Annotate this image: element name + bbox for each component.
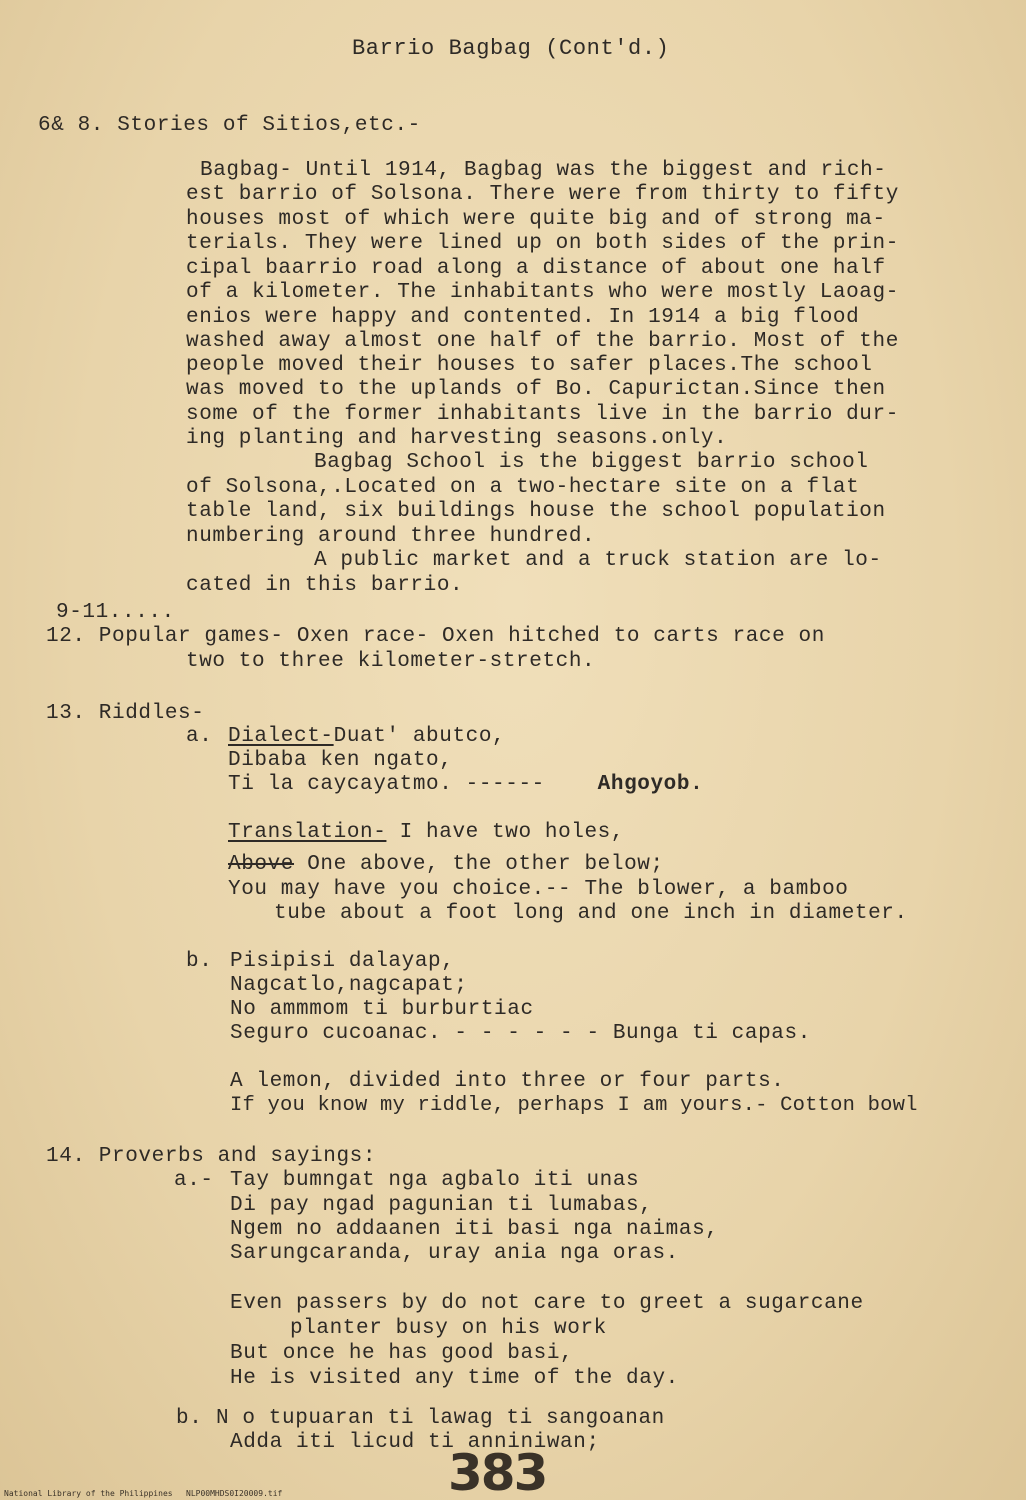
translation-line1: I have two holes, — [386, 821, 625, 844]
proverb-a-line: Di pay ngad pagunian ti lumabas, — [230, 1194, 653, 1217]
riddle-b-line: Pisipisi dalayap, — [230, 950, 455, 973]
translation-line4: tube about a foot long and one inch in diameter. — [274, 902, 908, 925]
body-line: A public market and a truck station are lo- — [314, 549, 882, 572]
riddle-a-line3: Ti la caycayatmo. ------ — [228, 773, 545, 796]
dialect-label: Dialect- — [228, 725, 334, 748]
body-line: of Solsona,.Located on a two-hectare site on a flat — [186, 476, 860, 499]
body-line: table land, six buildings house the school population — [186, 500, 886, 523]
body-line: houses most of which were quite big and of strong ma- — [186, 208, 886, 231]
proverb-a-translation: But once he has good basi, — [230, 1342, 574, 1365]
body-line: est barrio of Solsona. There were from thirty to fifty — [186, 183, 899, 206]
section-13-heading: 13. Riddles- — [46, 702, 205, 725]
body-line: cated in this barrio. — [186, 574, 464, 597]
proverb-a-line: Tay bumngat nga agbalo iti unas — [230, 1169, 640, 1192]
body-line: numbering around three hundred. — [186, 525, 596, 548]
body-line: washed away almost one half of the barrio. Most of the — [186, 330, 899, 353]
body-line: some of the former inhabitants live in the barrio dur- — [186, 403, 899, 426]
riddle-a-label: a. — [186, 725, 213, 748]
section-12-line: 12. Popular games- Oxen race- Oxen hitched to carts race on — [46, 625, 825, 648]
riddle-b-line: Seguro cucoanac. - - - - - - Bunga ti capas. — [230, 1022, 811, 1045]
body-line: Bagbag- Until 1914, Bagbag was the biggest and rich- — [200, 159, 887, 182]
body-line: Bagbag School is the biggest barrio school — [314, 451, 869, 474]
proverb-b-line: Adda iti licud ti anniniwan; — [230, 1431, 600, 1454]
riddle-b-translation: A lemon, divided into three or four parts. — [230, 1070, 785, 1093]
footer-library: National Library of the Philippines — [4, 1489, 173, 1498]
riddle-a-line — [228, 773, 703, 797]
page-number: 383 — [448, 1444, 547, 1500]
proverb-a-translation: He is visited any time of the day. — [230, 1367, 679, 1390]
riddle-b-label: b. — [186, 950, 213, 973]
riddle-a-line2: Dibaba ken ngato, — [228, 749, 453, 772]
body-line: was moved to the uplands of Bo. Capurictan.Since then — [186, 378, 886, 401]
section-14-heading: 14. Proverbs and sayings: — [46, 1145, 377, 1168]
section-9-11: 9-11..... — [56, 601, 175, 624]
struck-word: Above — [228, 853, 295, 876]
translation-line2: One above, the other below; — [294, 853, 664, 876]
translation-label: Translation- — [228, 821, 387, 844]
body-line: enios were happy and contented. In 1914 a big flood — [186, 306, 860, 329]
proverb-a-label: a.- — [174, 1169, 214, 1192]
body-line: terials. They were lined up on both sides of the prin- — [186, 232, 899, 255]
footer-file: NLP00MHDS0I20009.tif — [186, 1489, 283, 1498]
riddle-a-line1: Duat' abutco, — [333, 725, 506, 748]
body-line: people moved their houses to safer places.The school — [186, 354, 873, 377]
translation-line3: You may have you choice.-- The blower, a bamboo — [228, 878, 849, 901]
proverb-a-translation: Even passers by do not care to greet a sugarcane — [230, 1292, 864, 1315]
proverb-a-line: Ngem no addaanen iti basi nga naimas, — [230, 1218, 719, 1241]
proverb-a-line: Sarungcaranda, uray ania nga oras. — [230, 1242, 679, 1265]
body-line: cipal baarrio road along a distance of about one half — [186, 257, 886, 280]
section-6-heading: 6& 8. Stories of Sitios,etc.- — [38, 114, 421, 137]
translation-line — [228, 821, 624, 845]
proverb-a-translation: planter busy on his work — [290, 1317, 607, 1340]
riddle-b-translation: If you know my riddle, perhaps I am yours.- Cotton bowl — [230, 1094, 918, 1117]
body-line: ing planting and harvesting seasons.only. — [186, 427, 728, 450]
riddle-a-line — [228, 725, 505, 749]
page-header: Barrio Bagbag (Cont'd.) — [352, 36, 670, 61]
section-12-line: two to three kilometer-stretch. — [186, 650, 596, 673]
riddle-b-line: No ammmom ti burburtiac — [230, 998, 534, 1021]
proverb-b-label: b. — [176, 1407, 203, 1430]
body-line: of a kilometer. The inhabitants who were mostly Laoag- — [186, 281, 899, 304]
translation-line — [228, 853, 664, 877]
proverb-b-line: N o tupuaran ti lawag ti sangoanan — [216, 1407, 665, 1430]
riddle-b-line: Nagcatlo,nagcapat; — [230, 974, 468, 997]
riddle-a-answer: Ahgoyob. — [597, 773, 704, 796]
